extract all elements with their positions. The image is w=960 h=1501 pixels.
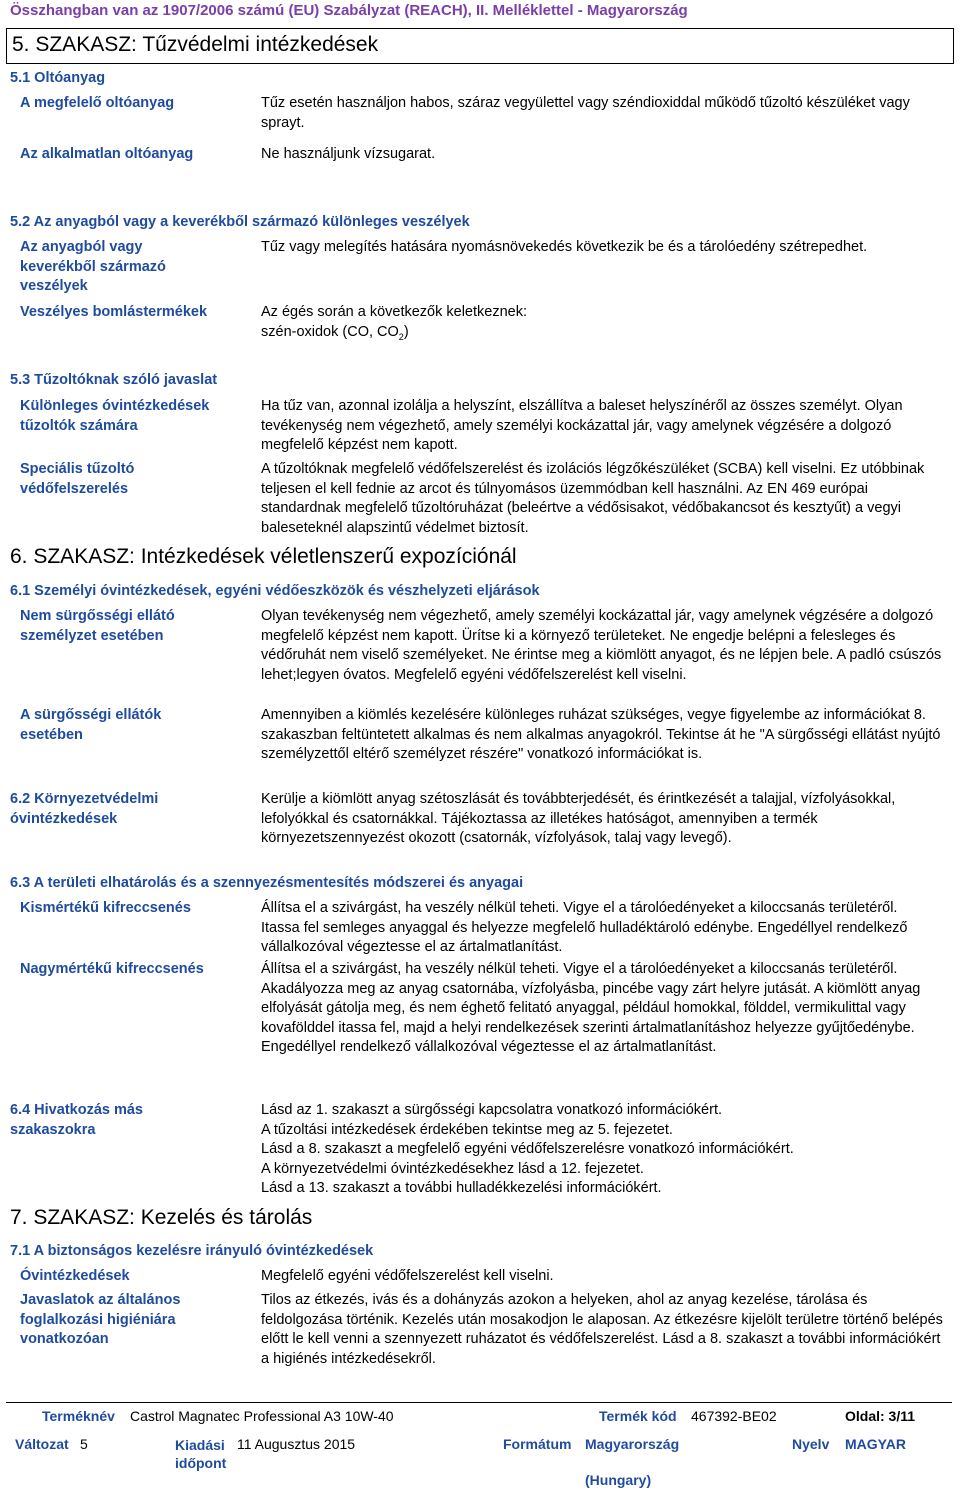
special-precautions-label: Különleges óvintézkedések tűzoltók számára: [20, 398, 210, 434]
reference-line: A tűzoltási intézkedések érdekében tekintse meg az 5. fejezetet.: [261, 1121, 673, 1138]
subsection-5-2-title: 5.2 Az anyagból vagy a keverékből származó különleges veszélyek: [10, 214, 470, 230]
reference-line: Lásd a 8. szakaszt a megfelelő egyéni védőfelszerelésre vonatkozó információkért.: [261, 1141, 794, 1157]
large-spill-text: Állítsa el a szivárgást, ha veszély nélkül teheti. Vigye el a tárolóedényeket a kiloccsanás területéről. Akadályozza meg az anyag csatornába, vízfolyásba, pincébe vagy zárt helyre jutását. A kiömlött anyag elfolyását gátolja meg, és nem éghető felitató anyaggal, például homokkal, földdel, vermikulittal vagy kovafölddel itassa fel, majd a helyi rendelkezések szerinti ártalmatlanításhoz helyezze gyűjtőedénybe. Engedéllyel rendelkező vállalkozóval végeztesse el az ártalmatlanítást.: [261, 961, 921, 1055]
format-value: Magyarország: [585, 1436, 680, 1452]
hazards-text: Tűz vagy melegítés hatására nyomásnövekedés következik be és a tárolóedény szétrepedhet.: [261, 239, 868, 255]
large-spill-label: Nagymértékű kifreccsenés: [20, 961, 204, 977]
suitable-media-text: Tűz esetén használjon habos, száraz vegyülettel vagy széndioxiddal működő tűzoltó készüléket vagy sprayt.: [261, 95, 910, 131]
version-value: 5: [80, 1436, 88, 1452]
product-name-value: Castrol Magnatec Professional A3 10W-40: [130, 1408, 394, 1424]
page-number: Oldal: 3/11: [845, 1408, 916, 1424]
section-6-title: 6. SZAKASZ: Intézkedések véletlenszerű expozíciónál: [10, 545, 517, 568]
subsection-5-1-title: 5.1 Oltóanyag: [10, 70, 106, 86]
emergency-responders-text: Amennyiben a kiömlés kezelésére különleges ruházat szükséges, vegye figyelembe az információkat 8. szakaszban feltüntetett alkalmas és nem alkalmas anyagokról. Tekintse át he "A sürgősségi ellátást nyújtó személyzettől eltérő személyzet részére" vonatkozó információkat is.: [261, 707, 941, 762]
protective-equipment-text: A tűzoltóknak megfelelő védőfelszerelést és izolációs légzőkészüléket (SCBA) kell viselni. Ez utóbbinak teljesen el kell fednie az arcot és túlnyomásos üzemmódban kell használni. Az EN 469 európai standardnak megfelelő tűzoltóruházat (beleértve a védősisakot, védőbakancsot és kesztyűt) a vegyi baleseteknél alapszintű védelmet biztosít.: [261, 461, 925, 536]
issue-date-value: 11 Augusztus 2015: [237, 1436, 356, 1452]
product-code-value: 467392-BE02: [691, 1408, 777, 1424]
special-precautions-text: Ha tűz van, azonnal izolálja a helyszínt, elszállítva a baleset helyszínéről az összes személyt. Olyan tevékenység nem végezhető, amely személyi kockázattal jár, vagy amelynek végzésére a dolgozó megfelelő képzést nem kapott.: [261, 398, 903, 453]
section-5-title: 5. SZAKASZ: Tűzvédelmi intézkedések: [12, 33, 379, 56]
references-text: [261, 1101, 951, 1199]
language-value: MAGYAR: [845, 1436, 906, 1452]
reference-line: Lásd az 1. szakaszt a sürgősségi kapcsolatra vonatkozó információkért.: [261, 1102, 723, 1118]
emergency-responders-label: A sürgősségi ellátók esetében: [20, 707, 162, 743]
decomposition-label: Veszélyes bomlástermékek: [20, 304, 208, 320]
suitable-media-label: A megfelelő oltóanyag: [20, 95, 175, 111]
issue-date-label: Kiadási időpont: [175, 1437, 227, 1471]
format-value-country: (Hungary): [585, 1472, 652, 1488]
environmental-precautions-label: 6.2 Környezetvédelmi óvintézkedések: [10, 791, 159, 827]
non-emergency-label: Nem sürgősségi ellátó személyzet esetében: [20, 608, 175, 644]
precautions-label: Óvintézkedések: [20, 1268, 130, 1284]
version-label: Változat: [15, 1436, 69, 1452]
subsection-6-1-title: 6.1 Személyi óvintézkedések, egyéni védőeszközök és vészhelyzeti eljárások: [10, 583, 540, 599]
subsection-6-3-title: 6.3 A területi elhatárolás és a szennyezésmentesítés módszerei és anyagai: [10, 875, 524, 891]
precautions-text: Megfelelő egyéni védőfelszerelést kell viselni.: [261, 1268, 554, 1284]
small-spill-label: Kismértékű kifreccsenés: [20, 900, 191, 916]
small-spill-text: Állítsa el a szivárgást, ha veszély nélkül teheti. Vigye el a tárolóedényeket a kiloccsanás területéről. Itassa fel semleges anyaggal és helyezze megfelelő hulladéktároló edénybe. Engedéllyel rendelkező vállalkozóval végeztesse el az ártalmatlanítást.: [261, 900, 908, 955]
references-label: 6.4 Hivatkozás más szakaszokra: [10, 1102, 143, 1138]
decomposition-line-2: szén-oxidok (CO, $CO_2$): [261, 324, 409, 342]
environmental-precautions-text: Kerülje a kiömlött anyag szétoszlását és továbbterjedését, és érintkezését a talajjal, vízfolyásokkal, lefolyókkal és csatornákkal. Tájékoztassa az illetékes hatóságot, amennyiben a termék környezetszennyezést okozott (csatornák, vízfolyások, talaj vagy levegő).: [261, 791, 896, 846]
subsection-7-1-title: 7.1 A biztonságos kezelésre irányuló óvintézkedések: [10, 1243, 374, 1259]
reference-line: Lásd a 13. szakaszt a további hulladékkezelési információkért.: [261, 1180, 662, 1196]
hygiene-text: Tilos az étkezés, ivás és a dohányzás azokon a helyeken, ahol az anyag kezelése, tárolása és feldolgozása történik. Kezelés után mosakodjon le alaposan. Az étkezésre kijelölt területre történő belépés előtt le kell venni a szennyezett ruházatot és védőfelszerelést. Lásd a 8. szakaszt a további információkért a higiénés intézkedésekről.: [261, 1292, 943, 1367]
decomposition-line-1: Az égés során a következők keletkeznek:: [261, 304, 527, 320]
regulation-header: Összhangban van az 1907/2006 számú (EU) Szabályzat (REACH), II. Melléklettel - Magyarország: [10, 2, 688, 19]
unsuitable-media-label: Az alkalmatlan oltóanyag: [20, 146, 194, 162]
section-7-title: 7. SZAKASZ: Kezelés és tárolás: [10, 1206, 313, 1229]
reference-line: A környezetvédelmi óvintézkedésekhez lásd a 12. fejezetet.: [261, 1160, 644, 1177]
unsuitable-media-text: Ne használjunk vízsugarat.: [261, 146, 436, 162]
language-label: Nyelv: [792, 1436, 830, 1452]
hygiene-label: Javaslatok az általános foglalkozási higiéniára vonatkozóan: [20, 1292, 181, 1347]
format-label: Formátum: [503, 1436, 572, 1452]
protective-equipment-label: Speciális tűzoltó védőfelszerelés: [20, 461, 135, 497]
product-name-label: Terméknév: [42, 1408, 115, 1424]
non-emergency-text: Olyan tevékenység nem végezhető, amely személyi kockázattal jár, vagy amelynek végzésére a dolgozó megfelelő képzést nem kapott. Ürítse ki a környező területeket. Ne engedje belépni a felesleges és védőruhát nem viselő személyeket. Ne érintse meg a kiömlött anyagot, és ne lépjen bele. A padló csúszós lehet;legyen óvatos. Megfelelő egyéni védőfelszerelést kell viselni.: [261, 608, 942, 683]
hazards-label: Az anyagból vagy keverékből származó veszélyek: [20, 239, 166, 294]
subsection-5-3-title: 5.3 Tűzoltóknak szóló javaslat: [10, 372, 218, 388]
product-code-label: Termék kód: [599, 1408, 677, 1424]
